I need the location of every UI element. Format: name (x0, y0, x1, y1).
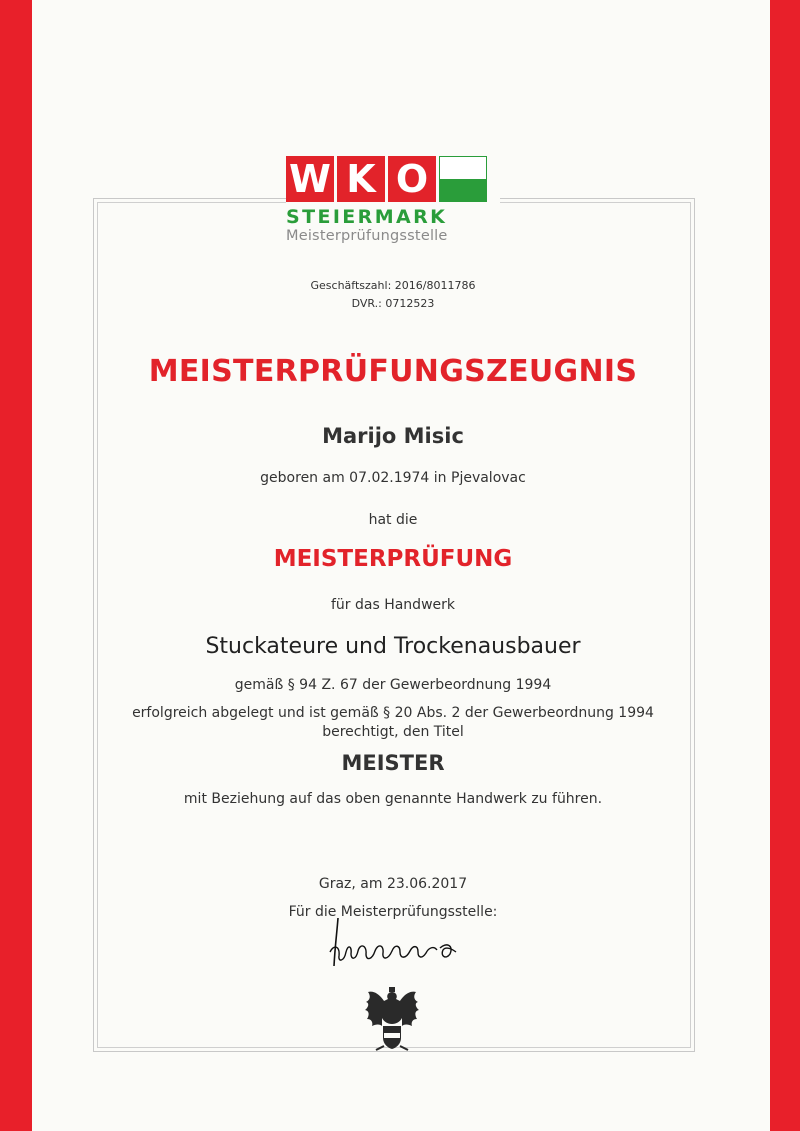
signatory-line: Für die Meisterprüfungsstelle: (288, 904, 498, 920)
regulation-line: gemäß § 94 Z. 67 der Gewerbeordnung 1994 (234, 677, 552, 693)
logo-letter-row (286, 156, 500, 202)
trade-name: Stuckateure und Trockenausbauer (205, 634, 581, 659)
logo-letter-w: W (286, 156, 334, 202)
logo-region: STEIERMARK (286, 206, 448, 228)
place-date: Graz, am 23.06.2017 (318, 876, 468, 892)
logo-letter-o: O (388, 156, 436, 202)
exam-title: MEISTERPRÜFUNG (273, 546, 513, 572)
degree-title: MEISTER (341, 751, 445, 775)
entitled-line: berechtigt, den Titel (322, 724, 464, 740)
holder-name: Marijo Misic (322, 424, 464, 448)
styria-flag-icon (439, 156, 487, 202)
case-number: Geschäftszahl: 2016/8011786 (310, 279, 476, 292)
austrian-eagle-seal-icon (362, 986, 422, 1052)
certificate-title: MEISTERPRÜFUNGSZEUGNIS (148, 354, 638, 389)
closing-line: mit Beziehung auf das oben genannte Handwerk zu führen. (183, 791, 603, 807)
logo-unit: Meisterprüfungsstelle (286, 228, 448, 244)
passed-line: erfolgreich abgelegt und ist gemäß § 20 Abs. 2 der Gewerbeordnung 1994 (132, 705, 654, 721)
trade-intro: für das Handwerk (330, 597, 455, 613)
left-red-border (0, 0, 32, 1131)
signature-icon (322, 918, 472, 970)
has-line: hat die (368, 512, 418, 528)
birth-line: geboren am 07.02.1974 in Pjevalovac (260, 470, 526, 486)
wko-logo (286, 156, 500, 254)
dvr-number: DVR.: 0712523 (351, 297, 435, 310)
logo-letter-k: K (337, 156, 385, 202)
right-red-border (770, 0, 800, 1131)
